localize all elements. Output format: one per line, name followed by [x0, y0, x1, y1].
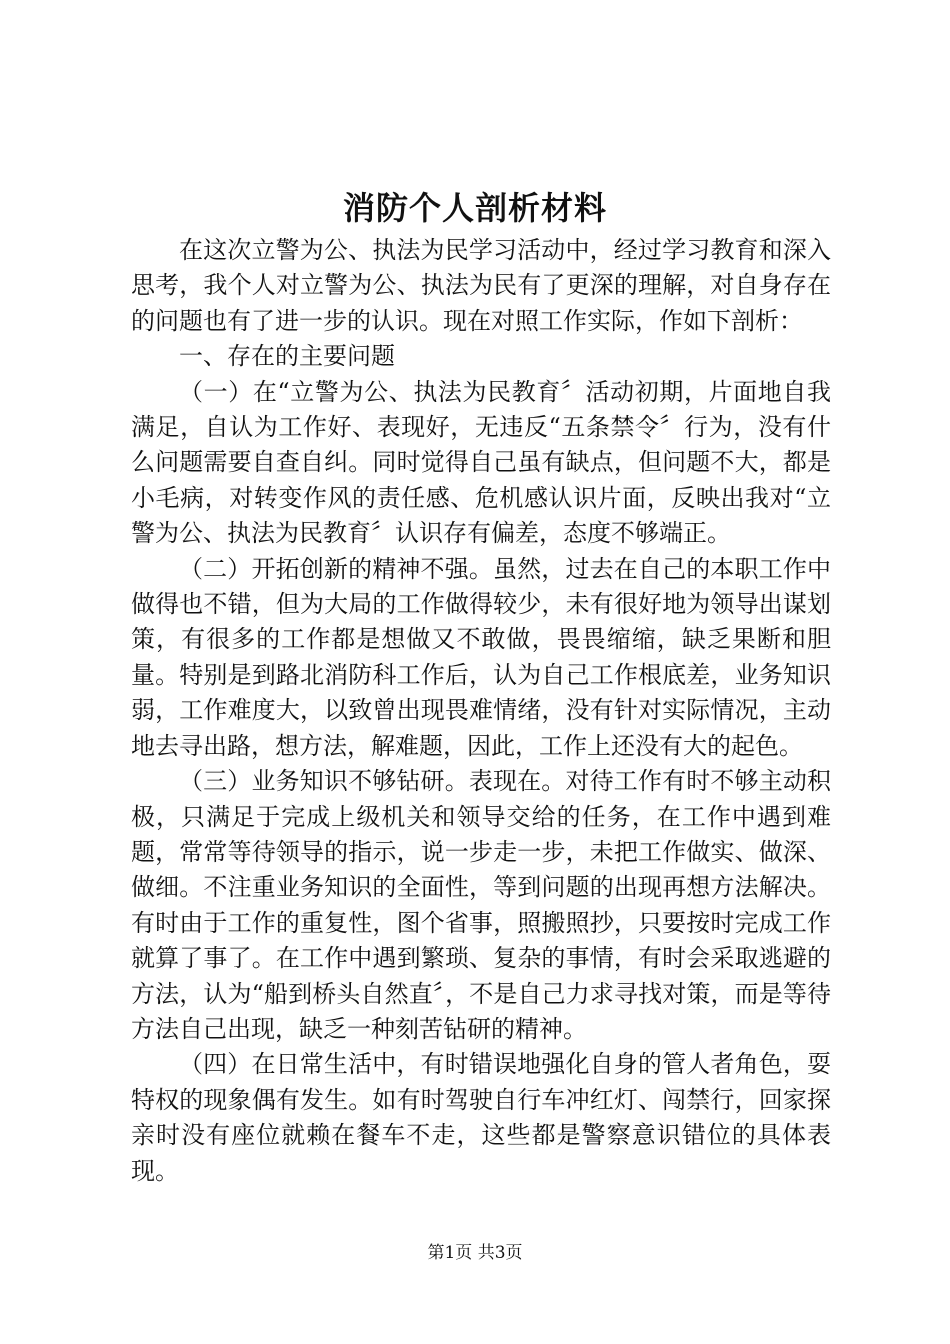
page-number-footer: 第1页 共3页: [427, 1243, 523, 1263]
document-body: [131, 233, 831, 1189]
section-heading: 一、存在的主要问题: [179, 342, 395, 371]
document-title: 消防个人剖析材料: [342, 189, 607, 227]
problem-paragraph-4: （四）在日常生活中，有时错误地强化自身的管人者角色，耍特权的现象偶有发生。如有时驾驶自行车冲红灯、闯禁行，回家探亲时没有座位就赖在餐车不走，这些都是警察意识错位的具体表现。: [131, 1050, 831, 1185]
intro-paragraph: 在这次立警为公、执法为民学习活动中，经过学习教育和深入思考，我个人对立警为公、执法为民有了更深的理解，对自身存在的问题也有了进一步的认识。现在对照工作实际，作如下剖析：: [131, 236, 831, 335]
problem-paragraph-1: （一）在“立警为公、执法为民教育〞活动初期，片面地自我满足，自认为工作好、表现好，无违反“五条禁令〞行为，没有什么问题需要自查自纠。同时觉得自己虽有缺点，但问题不大，都是小毛病，对转变作风的责任感、危机感认识片面，反映出我对“立警为公、执法为民教育〞认识存有偏差，态度不够端正。: [131, 377, 831, 548]
problem-paragraph-2: （二）开拓创新的精神不强。虽然，过去在自己的本职工作中做得也不错，但为大局的工作做得较少，未有很好地为领导出谋划策，有很多的工作都是想做又不敢做，畏畏缩缩，缺乏果断和胆量。特别是到路北消防科工作后，认为自己工作根底差，业务知识弱，工作难度大，以致曾出现畏难情绪，没有针对实际情况，主动地去寻出路，想方法，解难题，因此，工作上还没有大的起色。: [131, 554, 831, 760]
problem-paragraph-3: （三）业务知识不够钻研。表现在。对待工作有时不够主动积极，只满足于完成上级机关和领导交给的任务，在工作中遇到难题，常常等待领导的指示，说一步走一步，未把工作做实、做深、做细。不注重业务知识的全面性，等到问题的出现再想方法解决。有时由于工作的重复性，图个省事，照搬照抄，只要按时完成工作就算了事了。在工作中遇到繁琐、复杂的事情，有时会采取逃避的方法，认为“船到桥头自然直〞，不是自己力求寻找对策，而是等待方法自己出现，缺乏一种刻苦钻研的精神。: [131, 767, 831, 1043]
